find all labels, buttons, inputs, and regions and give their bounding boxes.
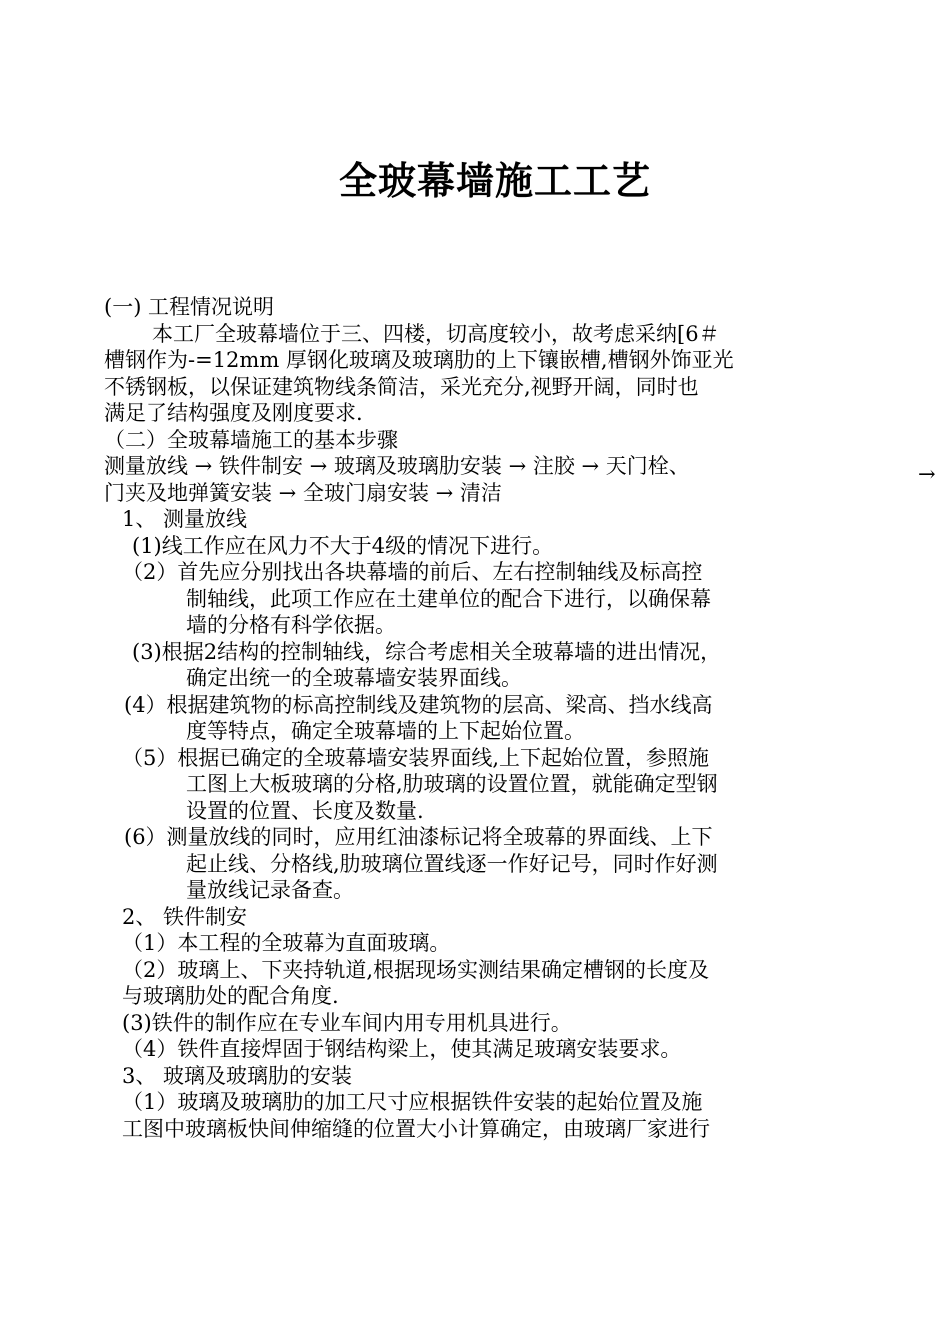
- text-line: (1)线工作应在风力不大于4级的情况下进行。: [132, 533, 554, 558]
- text-line: (3)根据2结构的控制轴线，综合考虑相关全玻幕墙的进出情况，: [132, 639, 722, 664]
- text-line: 量放线记录备查。: [186, 878, 354, 902]
- text-line: 满足了结构强度及刚度要求.: [104, 401, 363, 425]
- text-line: （4）铁件直接焊固于钢结构梁上，使其满足玻璃安装要求。: [122, 1037, 682, 1061]
- text-line: 2、 铁件制安: [122, 904, 248, 929]
- text-line: 测量放线 → 铁件制安 → 玻璃及玻璃肋安装 → 注胶 → 天门栓、: [104, 454, 690, 478]
- text-line: 制轴线，此项工作应在土建单位的配合下进行，以确保幕: [186, 586, 711, 611]
- text-line: (3)铁件的制作应在专业车间内用专用机具进行。: [122, 1010, 572, 1035]
- text-line: (一) 工程情况说明: [104, 295, 275, 319]
- text-line: （5）根据已确定的全玻幕墙安装界面线,上下起始位置，参照施: [122, 745, 710, 770]
- text-line: (6）测量放线的同时，应用红油漆标记将全玻幕的界面线、上下: [124, 825, 713, 849]
- text-line: 1、 测量放线: [122, 507, 248, 531]
- text-line: 工图上大板玻璃的分格,肋玻璃的设置位置，就能确定型钢: [186, 772, 718, 796]
- text-line: 工图中玻璃板快间伸缩缝的位置大小计算确定，由玻璃厂家进行: [122, 1116, 710, 1141]
- text-line: 不锈钢板，以保证建筑物线条简洁，采光充分,视野开阔，同时也: [104, 374, 699, 399]
- text-line: 门夹及地弹簧安装 → 全玻门扇安装 → 清洁: [104, 480, 502, 505]
- text-line: 起止线、分格线,肋玻璃位置线逐一作好记号，同时作好测: [186, 851, 718, 876]
- text-line: （1）本工程的全玻幕为直面玻璃。: [122, 931, 451, 955]
- text-line: (4）根据建筑物的标高控制线及建筑物的层高、梁高、挡水线高: [124, 692, 713, 717]
- text-line: 设置的位置、长度及数量.: [186, 798, 424, 823]
- text-line: 确定出统一的全玻幕墙安装界面线。: [186, 666, 522, 690]
- text-line: （2）首先应分别找出各块幕墙的前后、左右控制轴线及标高控: [122, 560, 703, 584]
- text-line: 3、 玻璃及玻璃肋的安装: [122, 1063, 353, 1088]
- text-line: 与玻璃肋处的配合角度.: [122, 984, 339, 1008]
- text-line: 墙的分格有科学依据。: [186, 613, 396, 637]
- text-line: （1）玻璃及玻璃肋的加工尺寸应根据铁件安装的起始位置及施: [122, 1090, 703, 1114]
- text-line: （2）玻璃上、下夹持轨道,根据现场实测结果确定槽钢的长度及: [122, 957, 710, 982]
- page-title: 全玻幕墙施工工艺: [338, 158, 651, 203]
- text-line: 本工厂全玻幕墙位于三、四楼，切高度较小，故考虑采纳[6＃: [152, 321, 720, 346]
- text-line: （二）全玻幕墙施工的基本步骤: [104, 427, 398, 452]
- stray-arrow-glyph: →: [918, 462, 936, 486]
- text-line: 度等特点，确定全玻幕墙的上下起始位置。: [186, 719, 585, 743]
- text-line: 槽钢作为-=12mm 厚钢化玻璃及玻璃肋的上下镶嵌槽,槽钢外饰亚光: [104, 348, 734, 372]
